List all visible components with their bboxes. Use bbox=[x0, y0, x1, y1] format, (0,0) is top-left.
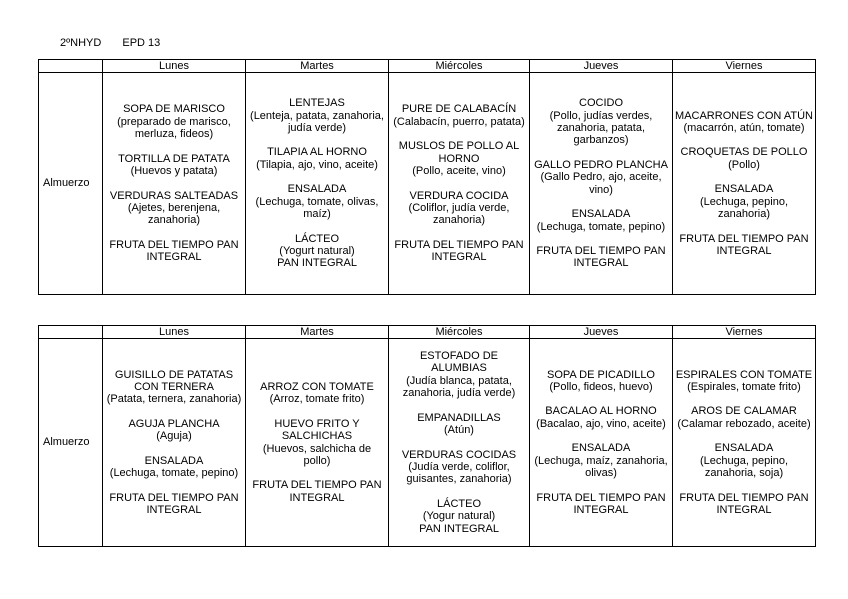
menu-cell bbox=[530, 339, 673, 547]
day-header: Jueves bbox=[530, 326, 673, 339]
day-header: Lunes bbox=[103, 326, 246, 339]
menu-cell bbox=[530, 73, 673, 295]
dish-name: VERDURA COCIDA bbox=[409, 189, 509, 202]
dish bbox=[675, 146, 813, 171]
dish-ingredients: (Lechuga, tomate, pepino) bbox=[109, 467, 239, 480]
dish bbox=[105, 103, 243, 140]
day-header: Jueves bbox=[530, 60, 673, 73]
dish bbox=[675, 492, 813, 517]
dish bbox=[391, 190, 527, 227]
dish-name: COCIDO bbox=[579, 97, 623, 110]
dish-name: MUSLOS DE POLLO AL HORNO bbox=[398, 140, 520, 165]
menu-table-week-2 bbox=[38, 325, 816, 547]
dish-ingredients: (preparado de marisco, merluza, fideos) bbox=[117, 115, 231, 141]
dish-name: PURE DE CALABACÍN bbox=[401, 103, 517, 116]
dish bbox=[105, 492, 243, 517]
menu-cell bbox=[673, 73, 816, 295]
dish-name: VERDURAS COCIDAS bbox=[401, 448, 517, 461]
dish bbox=[532, 97, 670, 147]
dish bbox=[675, 405, 813, 430]
dish-ingredients: (Lechuga, maíz, zanahoria, olivas) bbox=[534, 454, 668, 480]
dish-name: LENTEJAS bbox=[289, 97, 345, 110]
dish-ingredients: (Huevos, salchicha de pollo) bbox=[262, 442, 372, 467]
dish bbox=[675, 110, 813, 135]
menu-cell bbox=[246, 339, 389, 547]
dish-ingredients: (Lenteja, patata, zanahoria, judía verde) bbox=[250, 109, 384, 135]
dish bbox=[675, 233, 813, 258]
dish-name: ENSALADA bbox=[714, 183, 774, 196]
dish-name: HUEVO FRITO Y SALCHICHAS bbox=[274, 417, 360, 443]
dish-ingredients: (Huevos y patata) bbox=[130, 165, 218, 178]
dish bbox=[248, 418, 386, 468]
dish-name: SOPA DE PICADILLO bbox=[546, 368, 655, 381]
dish-ingredients: (Lechuga, pepino, zanahoria, soja) bbox=[699, 454, 789, 480]
dish-name: BACALAO AL HORNO bbox=[545, 405, 657, 418]
dish-name: FRUTA DEL TIEMPO PAN INTEGRAL bbox=[536, 491, 666, 516]
menu-table-week-1 bbox=[38, 59, 816, 295]
document-header bbox=[60, 37, 178, 49]
dish bbox=[105, 190, 243, 227]
dish-name: GUISILLO DE PATATAS CON TERNERA bbox=[114, 368, 234, 394]
epd-code: EPD 13 bbox=[122, 37, 161, 49]
menu-cell bbox=[673, 339, 816, 547]
dish bbox=[675, 442, 813, 479]
dish bbox=[248, 97, 386, 134]
dish bbox=[391, 412, 527, 437]
dish-name: ESTOFADO DE ALUMBIAS bbox=[419, 350, 499, 375]
dish-ingredients: (Lechuga, tomate, olivas, maíz) bbox=[255, 195, 379, 221]
group-code: 2ºNHYD bbox=[60, 37, 102, 49]
dish bbox=[532, 208, 670, 233]
dish-name: FRUTA DEL TIEMPO PAN INTEGRAL bbox=[252, 479, 382, 504]
dish-name: EMPANADILLAS bbox=[417, 411, 501, 424]
dish-name: LÁCTEO bbox=[436, 497, 481, 510]
dish-ingredients: (Gallo Pedro, ajo, aceite, vino) bbox=[540, 171, 662, 196]
dish-name: ENSALADA bbox=[571, 442, 631, 455]
dish-name: AGUJA PLANCHA bbox=[128, 417, 220, 430]
dish-name: LÁCTEO bbox=[294, 232, 339, 245]
dish bbox=[532, 369, 670, 394]
dish-name: TILAPIA AL HORNO bbox=[267, 146, 367, 159]
dish-name: ARROZ CON TOMATE bbox=[260, 380, 374, 393]
dish-name: FRUTA DEL TIEMPO PAN INTEGRAL bbox=[394, 238, 524, 264]
day-header: Miércoles bbox=[389, 326, 530, 339]
dish-name: SOPA DE MARISCO bbox=[123, 103, 225, 116]
dish-ingredients: (Pollo, fideos, huevo) bbox=[549, 381, 653, 394]
dish bbox=[105, 455, 243, 480]
dish-name: FRUTA DEL TIEMPO PAN INTEGRAL bbox=[679, 232, 809, 257]
menu-cell bbox=[389, 339, 530, 547]
dish-ingredients: (Patata, ternera, zanahoria) bbox=[106, 393, 242, 406]
dish-name: FRUTA DEL TIEMPO PAN INTEGRAL bbox=[536, 244, 666, 270]
day-header: Miércoles bbox=[389, 60, 530, 73]
menu-cell bbox=[389, 73, 530, 295]
dish-name: ENSALADA bbox=[144, 454, 204, 467]
dish-name: ENSALADA bbox=[571, 208, 631, 221]
dish-extra: PAN INTEGRAL bbox=[419, 522, 499, 535]
dish bbox=[532, 442, 670, 479]
dish-ingredients: (Judía verde, coliflor, guisantes, zanahoria) bbox=[406, 460, 512, 486]
dish-ingredients: (Calabacín, puerro, patata) bbox=[393, 115, 525, 128]
dish bbox=[532, 492, 670, 517]
menu-cell bbox=[246, 73, 389, 295]
dish-ingredients: (Aguja) bbox=[156, 430, 192, 443]
dish bbox=[391, 498, 527, 535]
dish bbox=[391, 350, 527, 400]
dish bbox=[105, 369, 243, 406]
dish-ingredients: (Yogurt natural) bbox=[279, 244, 355, 257]
dish bbox=[105, 153, 243, 178]
dish bbox=[391, 449, 527, 486]
dish bbox=[248, 233, 386, 270]
dish-name: FRUTA DEL TIEMPO PAN INTEGRAL bbox=[109, 238, 239, 264]
dish-name: GALLO PEDRO PLANCHA bbox=[534, 158, 668, 171]
dish-name: FRUTA DEL TIEMPO PAN INTEGRAL bbox=[109, 491, 239, 516]
day-header: Viernes bbox=[673, 60, 816, 73]
menu-cell bbox=[103, 73, 246, 295]
day-header: Martes bbox=[246, 60, 389, 73]
dish-ingredients: (Pollo, judías verdes, zanahoria, patata, garbanzos) bbox=[549, 109, 653, 147]
dish-name: ENSALADA bbox=[287, 183, 347, 196]
meal-label: Almuerzo bbox=[39, 339, 103, 547]
dish-ingredients: (Atún) bbox=[444, 424, 474, 437]
dish bbox=[675, 183, 813, 220]
dish bbox=[105, 239, 243, 264]
corner-cell bbox=[39, 60, 103, 73]
dish bbox=[248, 479, 386, 504]
dish-ingredients: (Lechuga, pepino, zanahoria) bbox=[699, 195, 789, 221]
dish-name: MACARRONES CON ATÚN bbox=[675, 109, 813, 122]
dish-ingredients: (Tilapia, ajo, vino, aceite) bbox=[256, 158, 378, 171]
dish-ingredients: (Pollo, aceite, vino) bbox=[412, 165, 506, 178]
dish-ingredients: (Judía blanca, patata, zanahoria, judía verde) bbox=[402, 374, 516, 400]
dish-ingredients: (Arroz, tomate frito) bbox=[269, 393, 365, 406]
dish bbox=[105, 418, 243, 443]
dish bbox=[248, 146, 386, 171]
corner-cell bbox=[39, 326, 103, 339]
dish-name: ENSALADA bbox=[714, 442, 774, 455]
day-header-row bbox=[39, 326, 816, 339]
dish-ingredients: (Lechuga, tomate, pepino) bbox=[536, 220, 666, 233]
dish bbox=[675, 369, 813, 394]
dish bbox=[532, 159, 670, 196]
dish bbox=[532, 405, 670, 430]
meal-row bbox=[39, 339, 816, 547]
dish-ingredients: (Coliflor, judía verde, zanahoria) bbox=[408, 201, 510, 227]
dish-ingredients: (Espirales, tomate frito) bbox=[687, 381, 801, 394]
dish bbox=[248, 381, 386, 406]
dish-ingredients: (Bacalao, ajo, vino, aceite) bbox=[536, 417, 666, 430]
dish-extra: PAN INTEGRAL bbox=[277, 257, 357, 270]
meal-row bbox=[39, 73, 816, 295]
dish-name: ESPIRALES CON TOMATE bbox=[675, 368, 813, 381]
dish-ingredients: (Calamar rebozado, aceite) bbox=[677, 417, 811, 430]
dish-name: FRUTA DEL TIEMPO PAN INTEGRAL bbox=[679, 491, 809, 516]
day-header-row bbox=[39, 60, 816, 73]
dish bbox=[248, 183, 386, 220]
dish-name: CROQUETAS DE POLLO bbox=[680, 146, 808, 159]
dish-name: VERDURAS SALTEADAS bbox=[109, 189, 239, 202]
dish bbox=[532, 245, 670, 270]
dish bbox=[391, 103, 527, 128]
day-header: Martes bbox=[246, 326, 389, 339]
meal-label: Almuerzo bbox=[39, 73, 103, 295]
dish-ingredients: (macarrón, atún, tomate) bbox=[683, 122, 805, 135]
dish bbox=[391, 239, 527, 264]
dish-name: TORTILLA DE PATATA bbox=[118, 152, 230, 165]
day-header: Lunes bbox=[103, 60, 246, 73]
dish-name: AROS DE CALAMAR bbox=[691, 405, 797, 418]
dish-ingredients: (Ajetes, berenjena, zanahoria) bbox=[127, 201, 221, 227]
dish bbox=[391, 140, 527, 177]
menu-cell bbox=[103, 339, 246, 547]
dish-ingredients: (Pollo) bbox=[728, 158, 760, 171]
day-header: Viernes bbox=[673, 326, 816, 339]
dish-ingredients: (Yogur natural) bbox=[422, 510, 496, 523]
